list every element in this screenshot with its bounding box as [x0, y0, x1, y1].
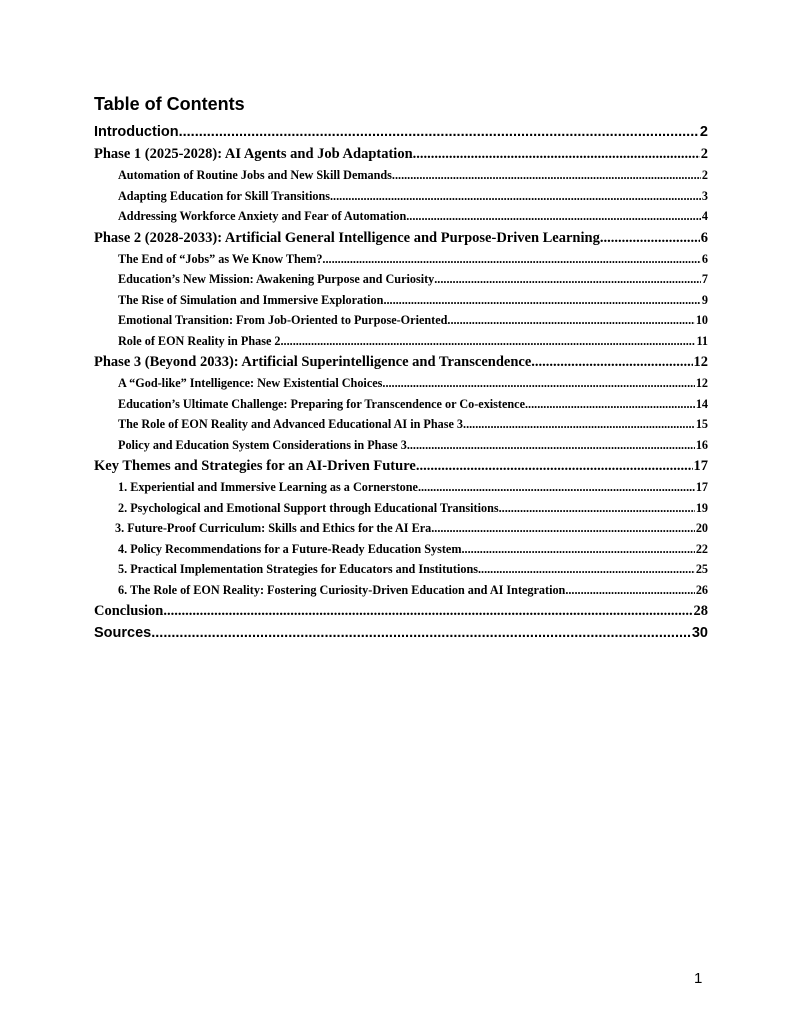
toc-entry-label: 5. Practical Implementation Strategies for Educators and Institutions: [118, 562, 478, 576]
toc-entry-experiential-learning[interactable]: [94, 477, 708, 498]
toc-entry-label: Education’s New Mission: Awakening Purpose and Curiosity: [118, 272, 435, 286]
page-number: 1: [694, 970, 703, 987]
dot-leader: [322, 249, 700, 270]
dot-leader: [462, 539, 695, 560]
toc-entry-page: 19: [695, 500, 708, 515]
dot-leader: [463, 414, 695, 435]
toc-entry-page: 2: [699, 124, 708, 140]
dot-leader: [407, 435, 695, 456]
dot-leader: [434, 269, 701, 290]
toc-entry-label: Phase 3 (Beyond 2033): Artificial Superintelligence and Transcendence: [94, 354, 532, 370]
toc-entry-label: 4. Policy Recommendations for a Future-Ready Education System: [118, 541, 462, 556]
toc-entry-page: 30: [691, 625, 708, 641]
toc-entry-page: 15: [695, 417, 708, 431]
toc-entry-label: A “God-like” Intelligence: New Existential Choices: [118, 376, 383, 390]
toc-entry-label: Addressing Workforce Anxiety and Fear of Automation: [118, 209, 407, 223]
dot-leader: [406, 206, 701, 227]
toc-entry-label: 3. Future-Proof Curriculum: Skills and Ethics for the AI Era: [115, 521, 432, 535]
toc-entry-page: 12: [693, 354, 708, 370]
dot-leader: [179, 121, 699, 143]
toc-entry-phase-3[interactable]: [94, 351, 708, 373]
toc-entry-policy-recommendations[interactable]: [94, 539, 708, 560]
table-of-contents: [94, 92, 708, 644]
toc-entry-label: Introduction: [94, 124, 179, 140]
toc-entry-page: 6: [701, 251, 708, 266]
toc-entry-label: Phase 1 (2025-2028): AI Agents and Job Adaptation: [94, 146, 413, 162]
toc-entry-future-proof-curriculum[interactable]: [94, 518, 708, 539]
toc-entry-eon-phase-2[interactable]: [94, 331, 708, 352]
toc-entry-label: 2. Psychological and Emotional Support through Educational Transitions: [118, 500, 499, 515]
dot-leader: [531, 351, 692, 373]
toc-entry-adapting-education[interactable]: [94, 186, 708, 207]
toc-entry-phase-1[interactable]: [94, 143, 708, 165]
toc-entry-page: 17: [693, 458, 708, 474]
toc-entry-page: 25: [695, 562, 708, 576]
toc-entry-god-like-intelligence[interactable]: [94, 373, 708, 394]
toc-entry-label: Key Themes and Strategies for an AI-Driven Future: [94, 458, 416, 474]
toc-entry-automation-routine-jobs[interactable]: [94, 165, 708, 186]
toc-entry-label: 1. Experiential and Immersive Learning as a Cornerstone: [118, 480, 418, 494]
dot-leader: [431, 518, 695, 539]
dot-leader: [565, 580, 694, 601]
dot-leader: [151, 622, 691, 644]
toc-entry-page: 22: [695, 541, 708, 556]
dot-leader: [478, 559, 695, 580]
toc-entry-page: 17: [695, 480, 708, 494]
toc-entry-page: 12: [695, 376, 708, 390]
dot-leader: [382, 373, 694, 394]
toc-entry-label: Sources: [94, 625, 152, 641]
toc-entry-label: Education’s Ultimate Challenge: Preparing for Transcendence or Co-existence: [118, 396, 525, 411]
toc-entry-page: 14: [695, 396, 708, 411]
dot-leader: [600, 227, 700, 249]
toc-entry-page: 4: [701, 209, 708, 223]
toc-entry-page: 7: [701, 272, 708, 286]
toc-entry-page: 2: [701, 168, 708, 182]
toc-title: Table of Contents: [94, 94, 245, 114]
toc-entry-label: Conclusion: [94, 603, 164, 619]
toc-entry-page: 26: [695, 582, 708, 597]
toc-entry-page: 2: [700, 146, 708, 162]
toc-entry-page: 6: [700, 229, 708, 246]
dot-leader: [418, 477, 695, 498]
dot-leader: [330, 186, 701, 207]
dot-leader: [447, 310, 694, 331]
toc-entry-workforce-anxiety[interactable]: [94, 206, 708, 227]
toc-entry-eon-phase-3[interactable]: [94, 414, 708, 435]
toc-entry-label: Phase 2 (2028-2033): Artificial General Intelligence and Purpose-Driven Learning: [94, 229, 600, 246]
toc-entry-label: Adapting Education for Skill Transitions: [118, 188, 330, 203]
toc-entry-page: 3: [701, 188, 708, 203]
toc-entry-page: 16: [695, 437, 708, 452]
toc-entry-rise-of-simulation[interactable]: [94, 290, 708, 311]
toc-entry-page: 9: [701, 292, 708, 307]
toc-entry-page: 28: [693, 603, 708, 619]
toc-entry-key-themes[interactable]: [94, 455, 708, 477]
dot-leader: [416, 455, 693, 477]
toc-list: [94, 121, 708, 644]
dot-leader: [413, 143, 700, 165]
toc-entry-conclusion[interactable]: [94, 600, 708, 622]
toc-entry-label: 6. The Role of EON Reality: Fostering Curiosity-Driven Education and AI Integration: [118, 582, 566, 597]
dot-leader: [163, 600, 692, 622]
toc-entry-emotional-transition[interactable]: [94, 310, 708, 331]
dot-leader: [383, 290, 700, 311]
toc-entry-label: Policy and Education System Considerations in Phase 3: [118, 437, 407, 452]
toc-entry-label: The Rise of Simulation and Immersive Exploration: [118, 292, 384, 307]
dot-leader: [499, 498, 695, 519]
toc-entry-end-of-jobs[interactable]: [94, 249, 708, 270]
toc-entry-page: 20: [695, 521, 708, 535]
toc-entry-label: Automation of Routine Jobs and New Skill Demands: [118, 168, 392, 182]
toc-entry-label: Role of EON Reality in Phase 2: [118, 333, 281, 348]
toc-entry-phase-2[interactable]: [94, 227, 708, 249]
toc-entry-introduction[interactable]: [94, 121, 708, 143]
toc-entry-label: The End of “Jobs” as We Know Them?: [118, 251, 323, 266]
toc-entry-ultimate-challenge[interactable]: [94, 394, 708, 415]
toc-entry-eon-curiosity-driven[interactable]: [94, 580, 708, 601]
toc-entry-page: 11: [696, 333, 708, 348]
toc-entry-label: The Role of EON Reality and Advanced Educational AI in Phase 3: [118, 417, 464, 431]
dot-leader: [281, 331, 696, 352]
toc-entry-label: Emotional Transition: From Job-Oriented to Purpose-Oriented: [118, 313, 448, 327]
dot-leader: [525, 394, 695, 415]
dot-leader: [392, 165, 701, 186]
toc-entry-sources[interactable]: [94, 622, 708, 644]
toc-entry-implementation-strategies[interactable]: [94, 559, 708, 580]
toc-entry-page: 10: [695, 313, 708, 327]
toc-entry-education-new-mission[interactable]: [94, 269, 708, 290]
toc-entry-policy-phase-3[interactable]: [94, 435, 708, 456]
toc-entry-psychological-support[interactable]: [94, 498, 708, 519]
